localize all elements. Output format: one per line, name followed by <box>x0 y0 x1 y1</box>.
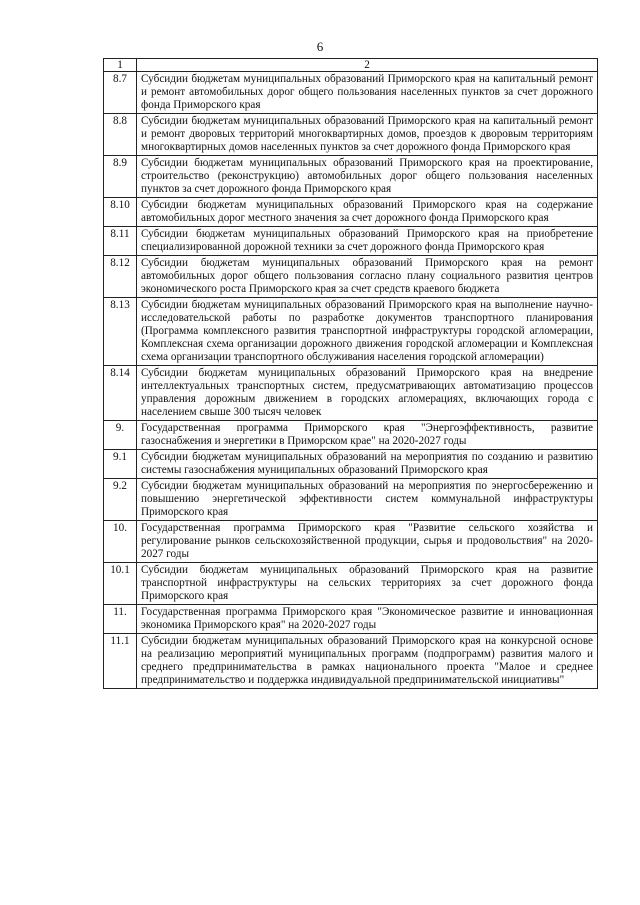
subsidy-table <box>103 58 598 689</box>
row-text: Субсидии бюджетам муниципальных образований Приморского края на содержание автомобильных дорог местного значения за счет дорожного фонда Приморского края <box>137 198 598 227</box>
table-row <box>104 563 598 605</box>
table-row <box>104 521 598 563</box>
row-text: Субсидии бюджетам муниципальных образований Приморского края на капитальный ремонт и ремонт автомобильных дорог общего пользования населенных пунктов за счет дорожного фонда Приморского края <box>137 72 598 114</box>
row-text: Субсидии бюджетам муниципальных образований Приморского края на приобретение специализированной дорожной техники за счет дорожного фонда Приморского края <box>137 227 598 256</box>
table-row <box>104 198 598 227</box>
table-row <box>104 479 598 521</box>
row-number: 8.12 <box>104 256 137 298</box>
row-text: Субсидии бюджетам муниципальных образований Приморского края на проектирование, строительство (реконструкцию) автомобильных дорог общего пользования населенных пунктов за счет дорожного фонда Приморского края <box>137 156 598 198</box>
table-row <box>104 256 598 298</box>
table-body <box>104 59 598 689</box>
table-header-row <box>104 59 598 72</box>
row-number: 8.8 <box>104 114 137 156</box>
table-row <box>104 114 598 156</box>
table-row <box>104 634 598 689</box>
row-number: 8.14 <box>104 366 137 421</box>
row-number: 11. <box>104 605 137 634</box>
row-text: Субсидии бюджетам муниципальных образований Приморского края на капитальный ремонт и ремонт дворовых территорий многоквартирных домов, проездов к дворовым территориям многоквартирных домов населенных пунктов за счет дорожного фонда Приморского края <box>137 114 598 156</box>
column-header-number: 1 <box>104 59 137 72</box>
row-number: 9.1 <box>104 450 137 479</box>
table-row <box>104 421 598 450</box>
row-number: 8.13 <box>104 298 137 366</box>
row-number: 11.1 <box>104 634 137 689</box>
row-number: 8.7 <box>104 72 137 114</box>
row-number: 10. <box>104 521 137 563</box>
row-text: Субсидии бюджетам муниципальных образований Приморского края на внедрение интеллектуальных транспортных систем, предусматривающих автоматизацию процессов управления дорожным движением в городских агломерациях, включающих города с населением свыше 300 тысяч человек <box>137 366 598 421</box>
table-row <box>104 366 598 421</box>
row-number: 8.9 <box>104 156 137 198</box>
row-text: Субсидии бюджетам муниципальных образований на мероприятия по энергосбережению и повышению энергетической эффективности систем коммунальной инфраструктуры Приморского края <box>137 479 598 521</box>
table-row <box>104 156 598 198</box>
table-row <box>104 450 598 479</box>
row-text: Субсидии бюджетам муниципальных образований Приморского края на конкурсной основе на реализацию мероприятий муниципальных программ (подпрограмм) развития малого и среднего предпринимательства в рамках национального проекта "Малое и среднее предпринимательство и поддержка индивидуальной предпринимательской инициативы" <box>137 634 598 689</box>
row-text: Государственная программа Приморского края "Экономическое развитие и инновационная экономика Приморского края" на 2020-2027 годы <box>137 605 598 634</box>
row-text: Субсидии бюджетам муниципальных образований на мероприятия по созданию и развитию системы газоснабжения муниципальных образований Приморского края <box>137 450 598 479</box>
column-header-text: 2 <box>137 59 598 72</box>
row-number: 9.2 <box>104 479 137 521</box>
table-row <box>104 72 598 114</box>
row-text: Субсидии бюджетам муниципальных образований Приморского края на развитие транспортной инфраструктуры на сельских территориях за счет дорожного фонда Приморского края <box>137 563 598 605</box>
row-text: Субсидии бюджетам муниципальных образований Приморского края на ремонт автомобильных дорог общего пользования согласно плану социального развития центров экономического роста Приморского края за счет средств краевого бюджета <box>137 256 598 298</box>
table-row <box>104 227 598 256</box>
table-row <box>104 605 598 634</box>
row-number: 8.11 <box>104 227 137 256</box>
table-row <box>104 298 598 366</box>
page-number: 6 <box>316 39 324 54</box>
row-number: 10.1 <box>104 563 137 605</box>
row-text: Субсидии бюджетам муниципальных образований Приморского края на выполнение научно-исследовательской работы по разработке документов транспортного планирования (Программа комплексного развития транспортной инфраструктуры городской агломерации, Комплексная схема организации дорожного движения городской агломерации и Комплексная схема организации транспортного обслуживания населения городской агломерации) <box>137 298 598 366</box>
row-number: 9. <box>104 421 137 450</box>
row-text: Государственная программа Приморского края "Развитие сельского хозяйства и регулирование рынков сельскохозяйственной продукции, сырья и продовольствия" на 2020-2027 годы <box>137 521 598 563</box>
row-text: Государственная программа Приморского края "Энергоэффективность, развитие газоснабжения и энергетики в Приморском крае" на 2020-2027 годы <box>137 421 598 450</box>
row-number: 8.10 <box>104 198 137 227</box>
